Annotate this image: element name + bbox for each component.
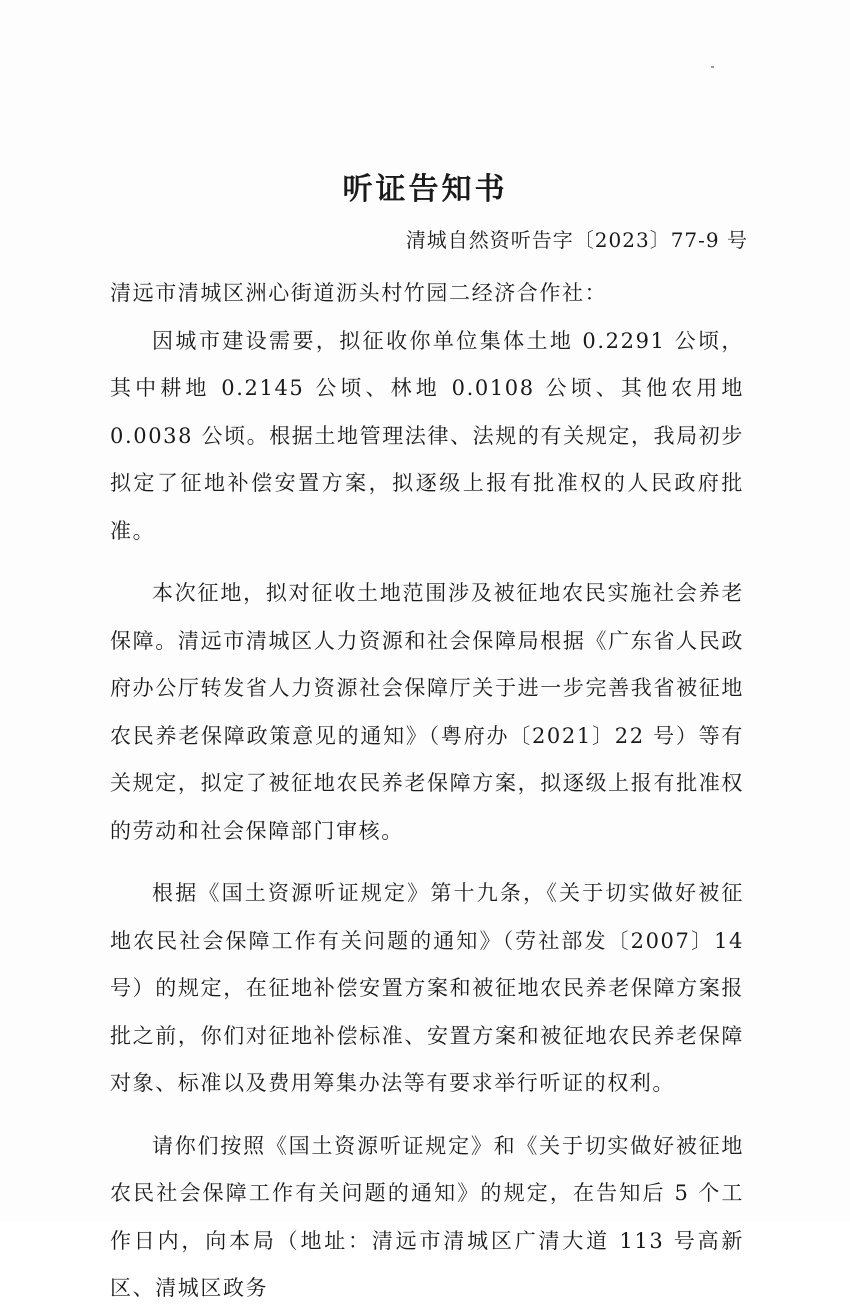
page-title: 听证告知书 bbox=[342, 172, 508, 207]
paragraph-3: 根据《国土资源听证规定》第十九条，《关于切实做好被征地农民社会保障工作有关问题的通知》（劳社部发〔2007〕14 号）的规定，在征地补偿安置方案和被征地农民养老保障方案报批之前，你们对征地补偿标准、安置方案和被征地农民养老保障对象、标准以及费用筹集办法等有要求举行听证的权利。 bbox=[110, 881, 744, 1095]
scan-mark bbox=[711, 66, 714, 68]
paragraph-4: 请你们按照《国土资源听证规定》和《关于切实做好被征地农民社会保障工作有关问题的通知》的规定，在告知后 5 个工作日内，向本局（地址：清远市清城区广清大道 113 号高新区、清城区政务 bbox=[110, 1133, 744, 1300]
document-body bbox=[110, 270, 744, 1313]
salutation: 清远市清城区洲心街道沥头村竹园二经济合作社： bbox=[110, 281, 608, 305]
paragraph-2: 本次征地，拟对征收土地范围涉及被征地农民实施社会养老保障。清远市清城区人力资源和社会保障局根据《广东省人民政府办公厅转发省人力资源社会保障厅关于进一步完善我省被征地农民养老保障政策意见的通知》（粤府办〔2021〕22 号）等有关规定，拟定了被征地农民养老保障方案，拟逐级上报有批准权的劳动和社会保障部门审核。 bbox=[110, 581, 744, 843]
paragraph-1: 因城市建设需要，拟征收你单位集体土地 0.2291 公顷，其中耕地 0.2145 公顷、林地 0.0108 公顷、其他农用地 0.0038 公顷。根据土地管理法律、法规的有关规定，我局初步拟定了征地补偿安置方案，拟逐级上报有批准权的人民政府批准。 bbox=[110, 328, 744, 543]
document-number: 清城自然资听告字〔2023〕77-9 号 bbox=[405, 228, 748, 252]
